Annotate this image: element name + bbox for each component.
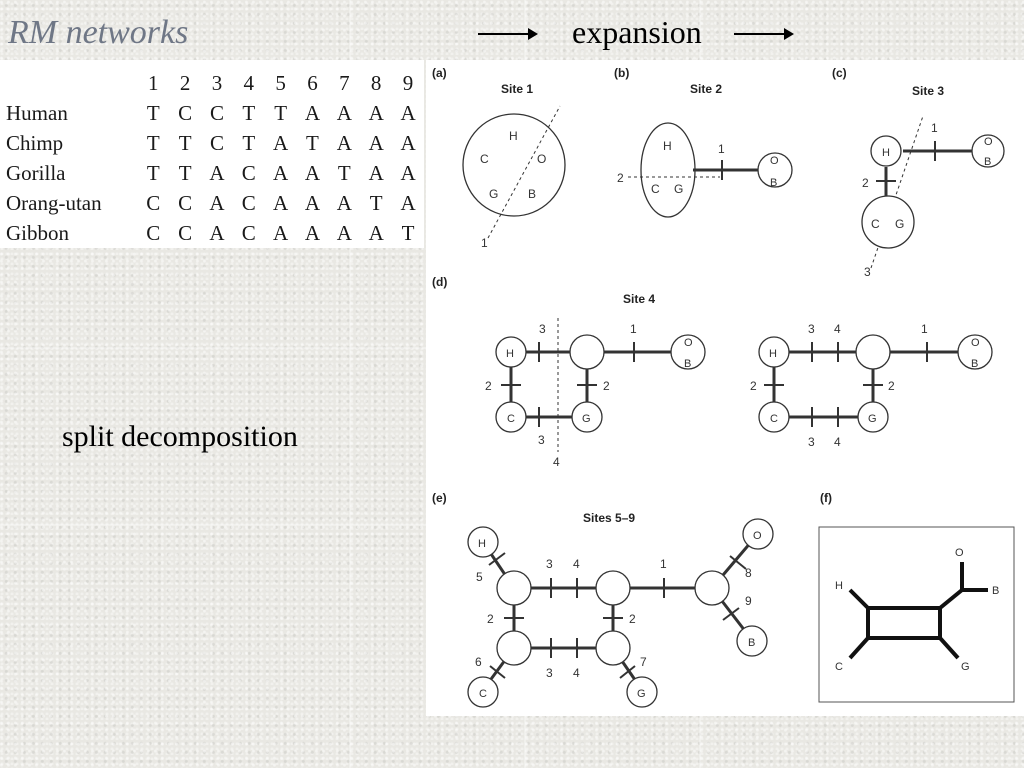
- site-cell: T: [274, 100, 288, 125]
- site-cell: T: [242, 100, 256, 125]
- table-row: [6, 128, 424, 158]
- taxon-label: H: [769, 348, 777, 360]
- panel-frame: [819, 527, 1014, 702]
- panel-title: Site 4: [623, 292, 656, 306]
- site-label: 4: [553, 455, 560, 469]
- panel-b: [614, 66, 792, 217]
- taxa-circle: [862, 196, 914, 248]
- site-cell: A: [336, 130, 352, 155]
- taxon-label: G: [489, 187, 499, 201]
- site-cell: A: [273, 130, 289, 155]
- site-cell: C: [241, 220, 256, 245]
- site-cell: A: [368, 160, 384, 185]
- expansion-header: [478, 14, 798, 54]
- site-label: 2: [603, 379, 610, 393]
- internal-node: [570, 335, 604, 369]
- site-column-header: 3: [211, 70, 223, 95]
- panel-c: [832, 66, 1004, 279]
- site-column-header: 4: [243, 70, 255, 95]
- site-column-header: 1: [148, 70, 159, 95]
- taxon-label: C: [479, 688, 487, 700]
- site-label: 1: [481, 236, 488, 250]
- internal-node: [497, 631, 531, 665]
- site-cell: C: [241, 160, 256, 185]
- panel-letter: (f): [820, 491, 832, 505]
- site-cell: T: [178, 160, 192, 185]
- taxon-label: O: [955, 547, 964, 559]
- site-column-header: 2: [179, 70, 191, 95]
- site-label: 2: [750, 379, 757, 393]
- taxon-label: O: [770, 155, 779, 167]
- internal-node: [856, 335, 890, 369]
- site-label: 4: [573, 666, 580, 680]
- taxon-label: G: [868, 413, 877, 425]
- panel-letter: (d): [432, 275, 448, 289]
- site-cell: C: [146, 220, 161, 245]
- site-column-header: 7: [339, 70, 350, 95]
- table-row: [6, 188, 424, 218]
- panel-a: [432, 66, 565, 250]
- site-cell: A: [336, 100, 352, 125]
- taxon-name: Gorilla: [6, 160, 66, 185]
- taxon-label: B: [528, 187, 537, 201]
- expansion-label: expansion: [572, 14, 702, 50]
- taxon-label: O: [753, 530, 762, 542]
- site-cell: A: [209, 220, 225, 245]
- taxon-label: G: [895, 217, 905, 231]
- sequence-table: [6, 68, 424, 248]
- panel-title: Site 2: [690, 82, 723, 96]
- taxon-name: Orang-utan: [6, 190, 102, 215]
- site-cell: T: [337, 160, 351, 185]
- taxon-label: C: [835, 661, 843, 673]
- site-cell: T: [146, 160, 160, 185]
- site-label: 1: [931, 121, 938, 135]
- site-label: 2: [629, 612, 636, 626]
- site-label: 2: [862, 176, 869, 190]
- right-arrow-icon: [734, 33, 792, 35]
- taxon-name: Gibbon: [6, 220, 69, 245]
- taxon-label: B: [770, 177, 778, 189]
- site-cell: C: [178, 220, 193, 245]
- page-title: RM networks: [8, 14, 189, 51]
- panel-letter: (c): [832, 66, 847, 80]
- site-cell: A: [304, 190, 321, 215]
- site-label: 3: [538, 433, 545, 447]
- site-column-header: 8: [370, 70, 382, 95]
- site-cell: T: [306, 130, 319, 155]
- taxon-label: B: [748, 637, 756, 649]
- site-cell: T: [369, 190, 383, 215]
- sequence-matrix: [0, 60, 424, 248]
- site-cell: A: [336, 190, 352, 215]
- taxon-label: B: [984, 156, 992, 168]
- site-label: 1: [660, 557, 667, 571]
- panel-letter: (e): [432, 491, 447, 505]
- site-label: 5: [476, 570, 483, 584]
- site-cell: T: [178, 130, 192, 155]
- site-label: 1: [718, 142, 725, 156]
- panel-letter: (a): [432, 66, 447, 80]
- site-cell: A: [273, 190, 289, 215]
- taxon-label: H: [882, 147, 890, 159]
- site-label: 3: [539, 322, 546, 336]
- site-label: 2: [617, 171, 624, 185]
- table-row: [6, 158, 424, 188]
- site-cell: A: [273, 160, 289, 185]
- site-label: 3: [808, 435, 815, 449]
- internal-node: [596, 631, 630, 665]
- site-cell: A: [368, 100, 384, 125]
- network-site4-right: [750, 322, 992, 449]
- site-cell: C: [146, 190, 161, 215]
- panel-title: Sites 5–9: [583, 511, 636, 525]
- network-site4-left: [485, 318, 705, 469]
- table-row: [6, 218, 424, 248]
- taxon-label: B: [992, 585, 1000, 597]
- internal-node: [596, 571, 630, 605]
- taxon-label: C: [507, 413, 515, 425]
- site-cell: A: [209, 160, 225, 185]
- taxon-label: H: [835, 580, 843, 592]
- site-cell: A: [304, 220, 321, 245]
- site-label: 2: [487, 612, 494, 626]
- panel-title: Site 3: [912, 84, 945, 98]
- panel-letter: (b): [614, 66, 630, 80]
- taxon-label: G: [674, 182, 684, 196]
- site-cell: C: [209, 100, 224, 125]
- taxon-label: B: [971, 358, 979, 370]
- taxon-label: C: [871, 217, 880, 231]
- panel-title: Site 1: [501, 82, 534, 96]
- site-column-header: 9: [402, 70, 414, 95]
- site-header-row: [6, 68, 424, 98]
- site-label: 3: [546, 557, 553, 571]
- split-decomposition-label: split decomposition: [62, 420, 298, 453]
- right-arrow-icon: [478, 33, 536, 35]
- site-cell: T: [146, 100, 160, 125]
- site-cell: A: [400, 130, 416, 155]
- site-label: 1: [630, 322, 637, 336]
- corner-cell: [6, 68, 137, 98]
- site-label: 4: [573, 557, 580, 571]
- site-cell: C: [209, 130, 224, 155]
- network-diagram-svg: [426, 60, 1024, 716]
- site-cell: T: [242, 130, 256, 155]
- site-cell: A: [400, 160, 416, 185]
- taxon-label: H: [506, 348, 514, 360]
- site-column-header: 6: [307, 70, 318, 95]
- taxon-label: H: [509, 129, 518, 143]
- taxon-label: C: [480, 152, 489, 166]
- table-row: [6, 98, 424, 128]
- site-label: 9: [745, 594, 752, 608]
- taxon-label: G: [961, 661, 970, 673]
- site-cell: C: [178, 190, 193, 215]
- site-cell: C: [241, 190, 256, 215]
- taxon-label: G: [582, 413, 591, 425]
- site-cell: A: [400, 100, 416, 125]
- site-cell: T: [401, 220, 415, 245]
- taxon-label: O: [684, 337, 693, 349]
- internal-node: [497, 571, 531, 605]
- internal-node: [695, 571, 729, 605]
- site-label: 7: [640, 655, 647, 669]
- taxon-label: G: [637, 688, 646, 700]
- panel-f: [819, 491, 1014, 702]
- site-label: 3: [864, 265, 871, 279]
- panel-e: [432, 491, 773, 707]
- site-cell: A: [209, 190, 225, 215]
- site-cell: C: [178, 100, 193, 125]
- taxon-label: H: [478, 538, 486, 550]
- taxa-ellipse: [641, 123, 695, 217]
- taxon-name: Human: [6, 100, 68, 125]
- taxon-label: C: [651, 182, 660, 196]
- site-cell: A: [304, 160, 321, 185]
- site-cell: A: [304, 100, 321, 125]
- site-cell: A: [400, 190, 416, 215]
- site-label: 2: [485, 379, 492, 393]
- taxon-label: B: [684, 358, 692, 370]
- taxon-label: H: [663, 139, 672, 153]
- taxon-name: Chimp: [6, 130, 64, 155]
- site-label: 4: [834, 435, 841, 449]
- site-label: 3: [808, 322, 815, 336]
- site-label: 3: [546, 666, 553, 680]
- site-cell: A: [273, 220, 289, 245]
- taxon-label: O: [971, 337, 980, 349]
- taxon-label: O: [537, 152, 547, 166]
- site-label: 2: [888, 379, 895, 393]
- site-cell: T: [146, 130, 160, 155]
- site-cell: A: [368, 130, 384, 155]
- site-label: 1: [921, 322, 928, 336]
- site-column-header: 5: [275, 70, 286, 95]
- taxon-label: O: [984, 136, 993, 148]
- panel-d: [432, 275, 992, 469]
- network-diagrams: [426, 60, 1024, 716]
- site-label: 8: [745, 566, 752, 580]
- site-label: 4: [834, 322, 841, 336]
- site-cell: A: [336, 220, 352, 245]
- site-label: 6: [475, 655, 482, 669]
- site-cell: A: [368, 220, 384, 245]
- taxon-label: C: [770, 413, 778, 425]
